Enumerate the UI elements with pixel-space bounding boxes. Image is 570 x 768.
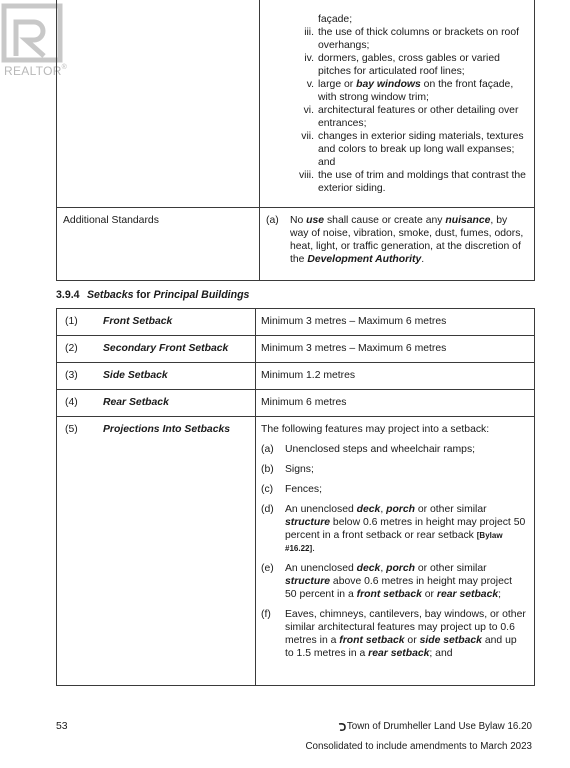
list-item: (c) Fences; — [261, 484, 322, 495]
additional-standards-label: Additional Standards — [57, 208, 260, 281]
additional-standards-text: (a) No use shall cause or create any nuisance, by way of noise, vibration, smoke, dust, fumes, odors, heat, light, or traffic generation, at the discretion of the Development Authority. — [260, 208, 535, 281]
section-heading: 3.9.4 Setbacks for Principal Buildings — [56, 289, 250, 301]
list-item: iv. dormers, gables, cross gables or varied pitches for articulated roof lines; — [304, 53, 500, 77]
table-row: (3) Side Setback Minimum 1.2 metres — [57, 363, 535, 390]
list-item: (f) Eaves, chimneys, cantilevers, bay windows, or other similar architectural features may project up to 0.6 metres in a front setback or side setback and up to 1.5 metres in a rear setback; and — [261, 609, 526, 659]
town-logo-icon — [337, 722, 347, 732]
list-item: v. large or bay windows on the front façade, with strong window trim; — [306, 79, 514, 103]
design-features-list — [260, 13, 528, 195]
design-features-row — [57, 0, 535, 208]
list-item: viii. the use of trim and moldings that contrast the exterior siding. — [298, 170, 526, 194]
bylaw-title: Town of Drumheller Land Use Bylaw 16.20 — [346, 721, 532, 732]
consolidation-note: Consolidated to include amendments to March 2023 — [305, 741, 532, 752]
projections-row: (5) Projections Into Setbacks The following features may project into a setback: (a) Unenclosed steps and wheelchair ramps; (b) Signs; (c) Fences; (d) An unenclosed deck, porch or other similar structure below 0.6 metres in height may project 50 percent in a front setback or rear setback [Bylaw #16.22]. (e) An unenclosed deck, porch or other similar structure above 0.6 metres in height may project 50 percent in a front setback or rear setback; (f) Eaves, chimneys, cantilevers, bay windows, or other similar architectural features may project up to 0.6 metres in a front setback or side setback and up to 1.5 metres in a rear setback; and — [57, 417, 535, 686]
realtor-wordmark: REALTOR® — [4, 64, 68, 78]
setbacks-table — [56, 308, 535, 686]
list-item: iii. the use of thick columns or brackets on roof overhangs; — [304, 27, 519, 51]
list-item: vi. architectural features or other detailing over entrances; — [303, 105, 519, 129]
list-item: façade; — [318, 14, 353, 25]
list-item: vii. changes in exterior siding materials, textures and colors to break up long wall expanses; and — [301, 131, 524, 168]
projections-cell: The following features may project into a setback: (a) Unenclosed steps and wheelchair ramps; (b) Signs; (c) Fences; (d) An unenclosed deck, porch or other similar structure below 0.6 metres in height may project 50 percent in a front setback or rear setback [Bylaw #16.22]. (e) An unenclosed deck, porch or other similar structure above 0.6 metres in height may project 50 percent in a front setback or rear setback; (f) Eaves, chimneys, cantilevers, bay windows, or other similar architectural features may project up to 0.6 metres in a front setback or side setback and up to 1.5 metres in a rear setback; and — [256, 417, 535, 686]
projections-list — [261, 443, 526, 660]
list-item: (a) Unenclosed steps and wheelchair ramps; — [261, 444, 476, 455]
table-row: (2) Secondary Front Setback Minimum 3 metres – Maximum 6 metres — [57, 336, 535, 363]
table-row: (4) Rear Setback Minimum 6 metres — [57, 390, 535, 417]
list-item: (d) An unenclosed deck, porch or other similar structure below 0.6 metres in height may project 50 percent in a front setback or rear setback [Bylaw #16.22]. — [261, 504, 526, 554]
list-item: (e) An unenclosed deck, porch or other similar structure above 0.6 metres in height may project 50 percent in a front setback or rear setback; — [261, 563, 512, 600]
table-row: (1) Front Setback Minimum 3 metres – Maximum 6 metres — [57, 309, 535, 336]
design-features-cell — [260, 0, 535, 208]
additional-standards-row — [57, 208, 535, 281]
list-item: (b) Signs; — [261, 464, 314, 475]
design-standards-table — [56, 0, 535, 281]
page-number: 53 — [56, 721, 68, 732]
